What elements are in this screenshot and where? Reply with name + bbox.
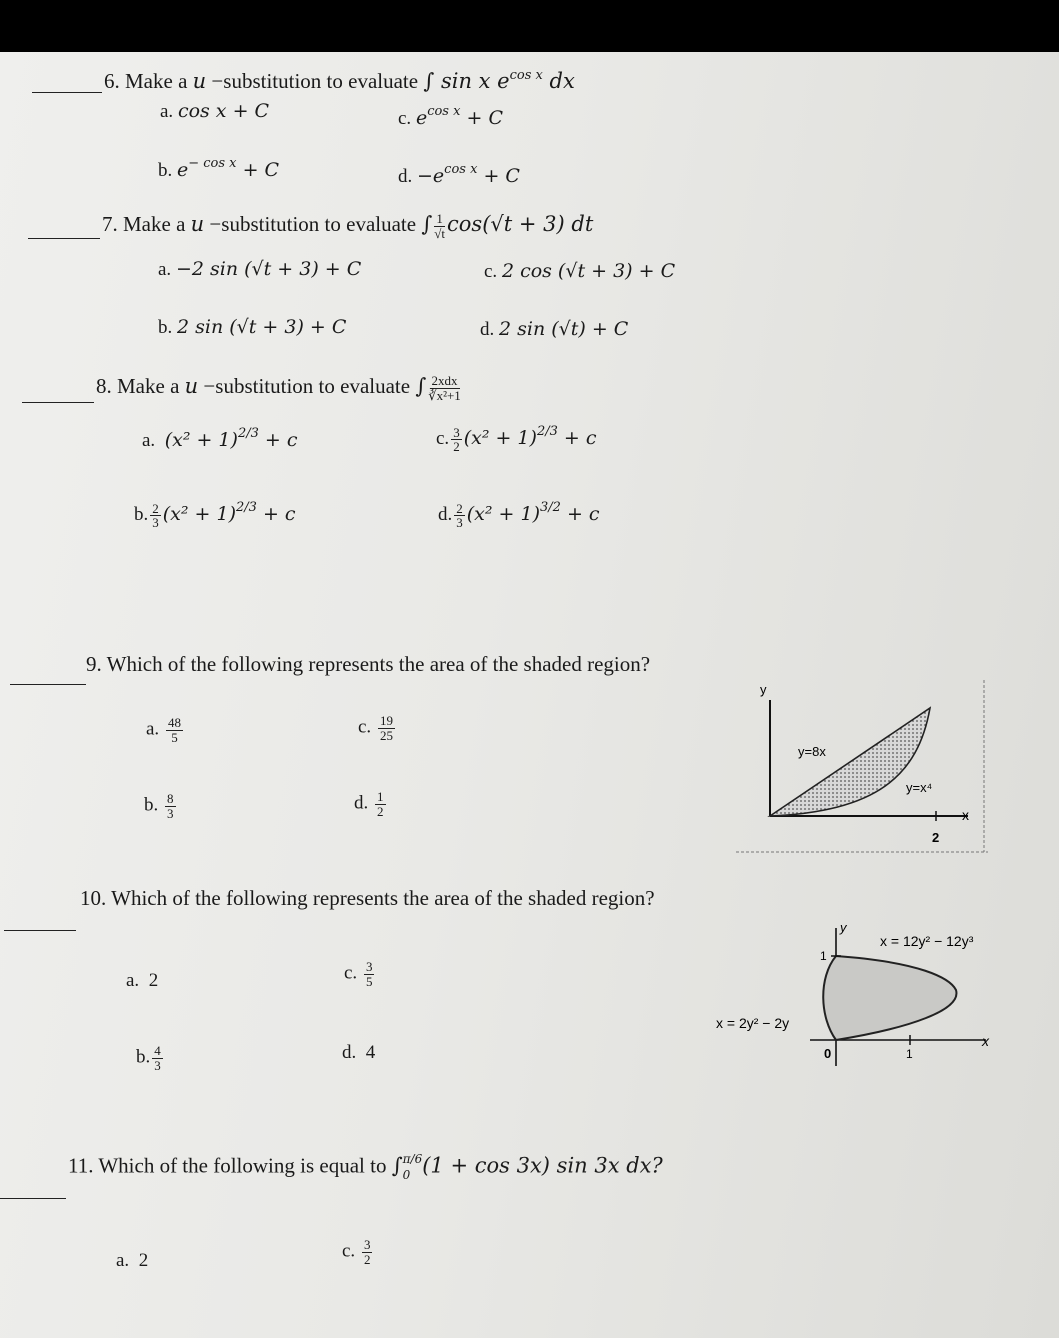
y-tick-label: 1 <box>820 949 827 963</box>
x-tick-label: 1 <box>906 1047 913 1061</box>
question-11: 11. Which of the following is equal to ∫ π/6 0 (1 + cos 3x) sin 3x dx? <box>68 1152 663 1182</box>
question-6: 6. Make a u −substitution to evaluate ∫ sin x $e^{cos x}$ dx <box>104 68 575 93</box>
answer-blank-7 <box>28 238 100 239</box>
option-8a: a. $(x^2 + 1)^{2/3} + c$ <box>142 426 298 451</box>
option-9d: d. $\frac{1}{2}$ <box>354 789 384 819</box>
answer-blank-9 <box>10 684 86 685</box>
outer-curve-label: x = 12y² − 12y³ <box>880 933 974 949</box>
inner-curve-label: x = 2y² − 2y <box>716 1015 790 1031</box>
figure-q9-shaded-region <box>736 680 988 858</box>
origin-label: 0 <box>824 1046 832 1061</box>
question-10: 10. Which of the following represents the area of the shaded region? <box>80 886 655 910</box>
option-7c: c. 2 cos (√t + 3) + C <box>484 260 676 282</box>
question-8: 8. Make a u −substitution to evaluate ∫ $\frac{\text{2xdx}}{\text{∛x²+1}}$ <box>96 373 461 403</box>
shaded-region <box>770 708 933 816</box>
answer-blank-11 <box>0 1198 66 1199</box>
answer-blank-8 <box>22 402 94 403</box>
option-11a: a. 2 <box>116 1250 149 1271</box>
y-axis-label: y <box>760 682 767 697</box>
figure-q10-shaded-region <box>710 918 1010 1078</box>
option-9a: a. $\frac{48}{5}$ <box>146 715 181 745</box>
y-axis-label: y <box>840 920 847 935</box>
option-9c: c. $\frac{19}{25}$ <box>358 713 393 743</box>
option-6a: a. cos x + C <box>160 100 270 122</box>
worksheet-page <box>0 52 1059 1338</box>
shaded-region <box>823 956 956 1040</box>
option-8b: b. $\frac{2}{3}$ $(x^2 + 1)^{2/3} + c$ <box>134 500 296 531</box>
x-axis-label: x <box>982 1033 989 1049</box>
option-10d: d. 4 <box>342 1042 376 1063</box>
option-8c: c. $\frac{3}{2}$ $(x^2 + 1)^{2/3} + c$ <box>436 424 597 455</box>
option-10a: a. 2 <box>126 970 159 991</box>
option-9b: b. $\frac{8}{3}$ <box>144 791 174 821</box>
option-10b: b. $\frac{4}{3}$ <box>136 1043 161 1073</box>
question-7: 7. Make a u −substitution to evaluate ∫ $\frac{1}{√t}$ cos(√t + 3) dt <box>102 211 594 241</box>
option-7a: a. −2 sin (√t + 3) + C <box>158 258 362 280</box>
answer-blank-10 <box>4 930 76 931</box>
option-8d: d. $\frac{2}{3}$ $(x^2 + 1)^{3/2} + c$ <box>438 500 600 531</box>
answer-blank-6 <box>32 92 102 93</box>
x-tick-label: 2 <box>932 830 940 845</box>
question-9: 9. Which of the following represents the area of the shaded region? <box>86 652 651 676</box>
option-7b: b. 2 sin (√t + 3) + C <box>158 316 347 338</box>
option-6b: b. $e^{- cos x} + C$ <box>158 156 280 181</box>
option-10c: c. $\frac{3}{5}$ <box>344 959 373 989</box>
option-7d: d. 2 sin (√t) + C <box>480 318 629 340</box>
x-axis-label: x <box>962 807 969 823</box>
option-6c: c. $e^{cos x} + C$ <box>398 104 503 129</box>
line-label: y=8x <box>798 744 826 759</box>
curve-label-shown: y=x⁴ <box>906 780 933 795</box>
option-11c: c. $\frac{3}{2}$ <box>342 1237 371 1267</box>
option-6d: d. $-e^{cos x} + C$ <box>398 162 520 187</box>
